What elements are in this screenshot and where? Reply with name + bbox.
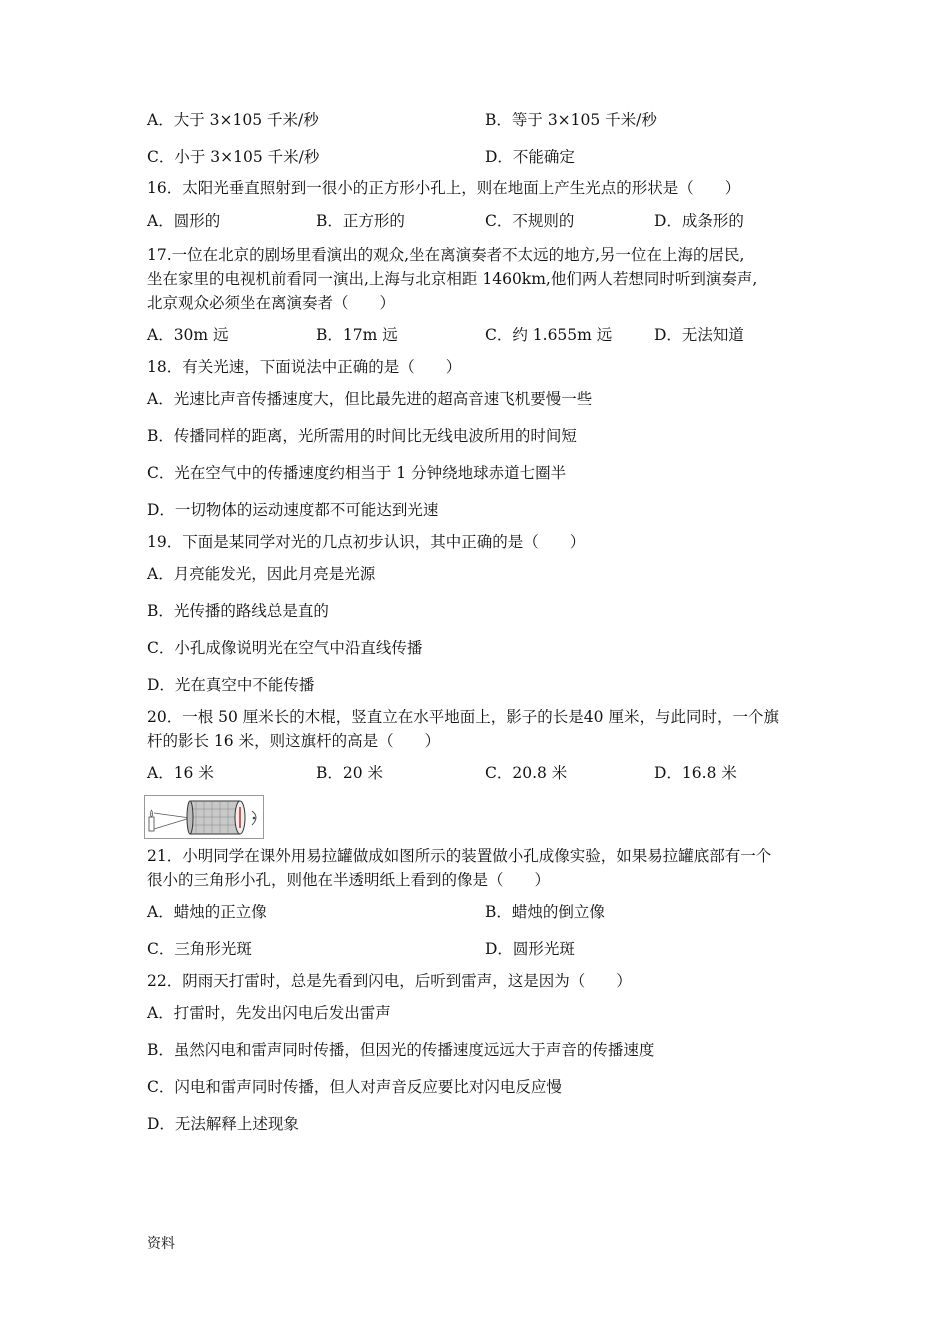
q16-option-d: D．成条形的 xyxy=(654,212,744,230)
q22-stem: 22．阴雨天打雷时，总是先看到闪电，后听到雷声，这是因为（ ） xyxy=(147,972,632,990)
q21-option-b: B．蜡烛的倒立像 xyxy=(485,903,605,921)
q18-option-b: B．传播同样的距离，光所需用的时间比无线电波所用的时间短 xyxy=(147,427,577,445)
q17-stem-line-3: 北京观众必须坐在离演奏者（ ） xyxy=(147,294,396,312)
q17-option-b: B．17m 远 xyxy=(316,326,398,344)
q21-stem-line-2: 很小的三角形小孔，则他在半透明纸上看到的像是（ ） xyxy=(147,871,551,889)
q15-option-a: A．大于 3×105 千米/秒 xyxy=(147,111,319,129)
q20-option-a: A．16 米 xyxy=(147,764,214,782)
q16-option-a: A．圆形的 xyxy=(147,212,221,230)
q17-stem-line-2: 坐在家里的电视机前看同一演出,上海与北京相距 1460km,他们两人若想同时听到演奏声, xyxy=(147,270,758,288)
q17-option-d: D．无法知道 xyxy=(654,326,744,344)
q20-option-c: C．20.8 米 xyxy=(485,764,568,782)
q18-stem: 18．有关光速，下面说法中正确的是（ ） xyxy=(147,358,462,376)
q19-option-d: D．光在真空中不能传播 xyxy=(147,676,315,694)
q16-option-b: B．正方形的 xyxy=(316,212,405,230)
q20-option-d: D．16.8 米 xyxy=(654,764,737,782)
q20-option-b: B．20 米 xyxy=(316,764,384,782)
q22-option-a: A．打雷时，先发出闪电后发出雷声 xyxy=(147,1004,391,1022)
q17-stem-line-1: 17.一位在北京的剧场里看演出的观众,坐在离演奏者不太远的地方,另一位在上海的居民, xyxy=(147,246,745,264)
page-footer: 资料 xyxy=(147,1236,175,1252)
q19-stem: 19．下面是某同学对光的几点初步认识，其中正确的是（ ） xyxy=(147,533,586,551)
q21-option-a: A．蜡烛的正立像 xyxy=(147,903,267,921)
q19-option-b: B．光传播的路线总是直的 xyxy=(147,602,329,620)
q21-option-c: C．三角形光斑 xyxy=(147,940,252,958)
q18-option-d: D．一切物体的运动速度都不可能达到光速 xyxy=(147,501,439,519)
q18-option-c: C．光在空气中的传播速度约相当于 1 分钟绕地球赤道七圈半 xyxy=(147,464,567,482)
q22-option-b: B．虽然闪电和雷声同时传播，但因光的传播速度远远大于声音的传播速度 xyxy=(147,1041,655,1059)
q17-option-c: C．约 1.655m 远 xyxy=(485,326,613,344)
q18-option-a: A．光速比声音传播速度大，但比最先进的超高音速飞机要慢一些 xyxy=(147,390,593,408)
q22-option-d: D．无法解释上述现象 xyxy=(147,1115,299,1133)
q15-option-b: B．等于 3×105 千米/秒 xyxy=(485,111,657,129)
q15-option-c: C．小于 3×105 千米/秒 xyxy=(147,148,320,166)
q20-stem-line-1: 20．一根 50 厘米长的木棍，竖直立在水平地面上，影子的长是40 厘米，与此同时，一个旗 xyxy=(147,708,779,726)
q16-option-c: C．不规则的 xyxy=(485,212,575,230)
q21-stem-line-1: 21．小明同学在课外用易拉罐做成如图所示的装置做小孔成像实验，如果易拉罐底部有一个 xyxy=(147,847,772,865)
pinhole-can-figure xyxy=(144,795,264,839)
q20-stem-line-2: 杆的影长 16 米，则这旗杆的高是（ ） xyxy=(147,732,441,750)
q22-option-c: C．闪电和雷声同时传播，但人对声音反应要比对闪电反应慢 xyxy=(147,1078,562,1096)
q21-option-d: D．圆形光斑 xyxy=(485,940,575,958)
q19-option-c: C．小孔成像说明光在空气中沿直线传播 xyxy=(147,639,423,657)
q19-option-a: A．月亮能发光，因此月亮是光源 xyxy=(147,565,376,583)
q17-option-a: A．30m 远 xyxy=(147,326,229,344)
q15-option-d: D．不能确定 xyxy=(485,148,575,166)
q16-stem: 16．太阳光垂直照射到一很小的正方形小孔上，则在地面上产生光点的形状是（ ） xyxy=(147,179,741,197)
